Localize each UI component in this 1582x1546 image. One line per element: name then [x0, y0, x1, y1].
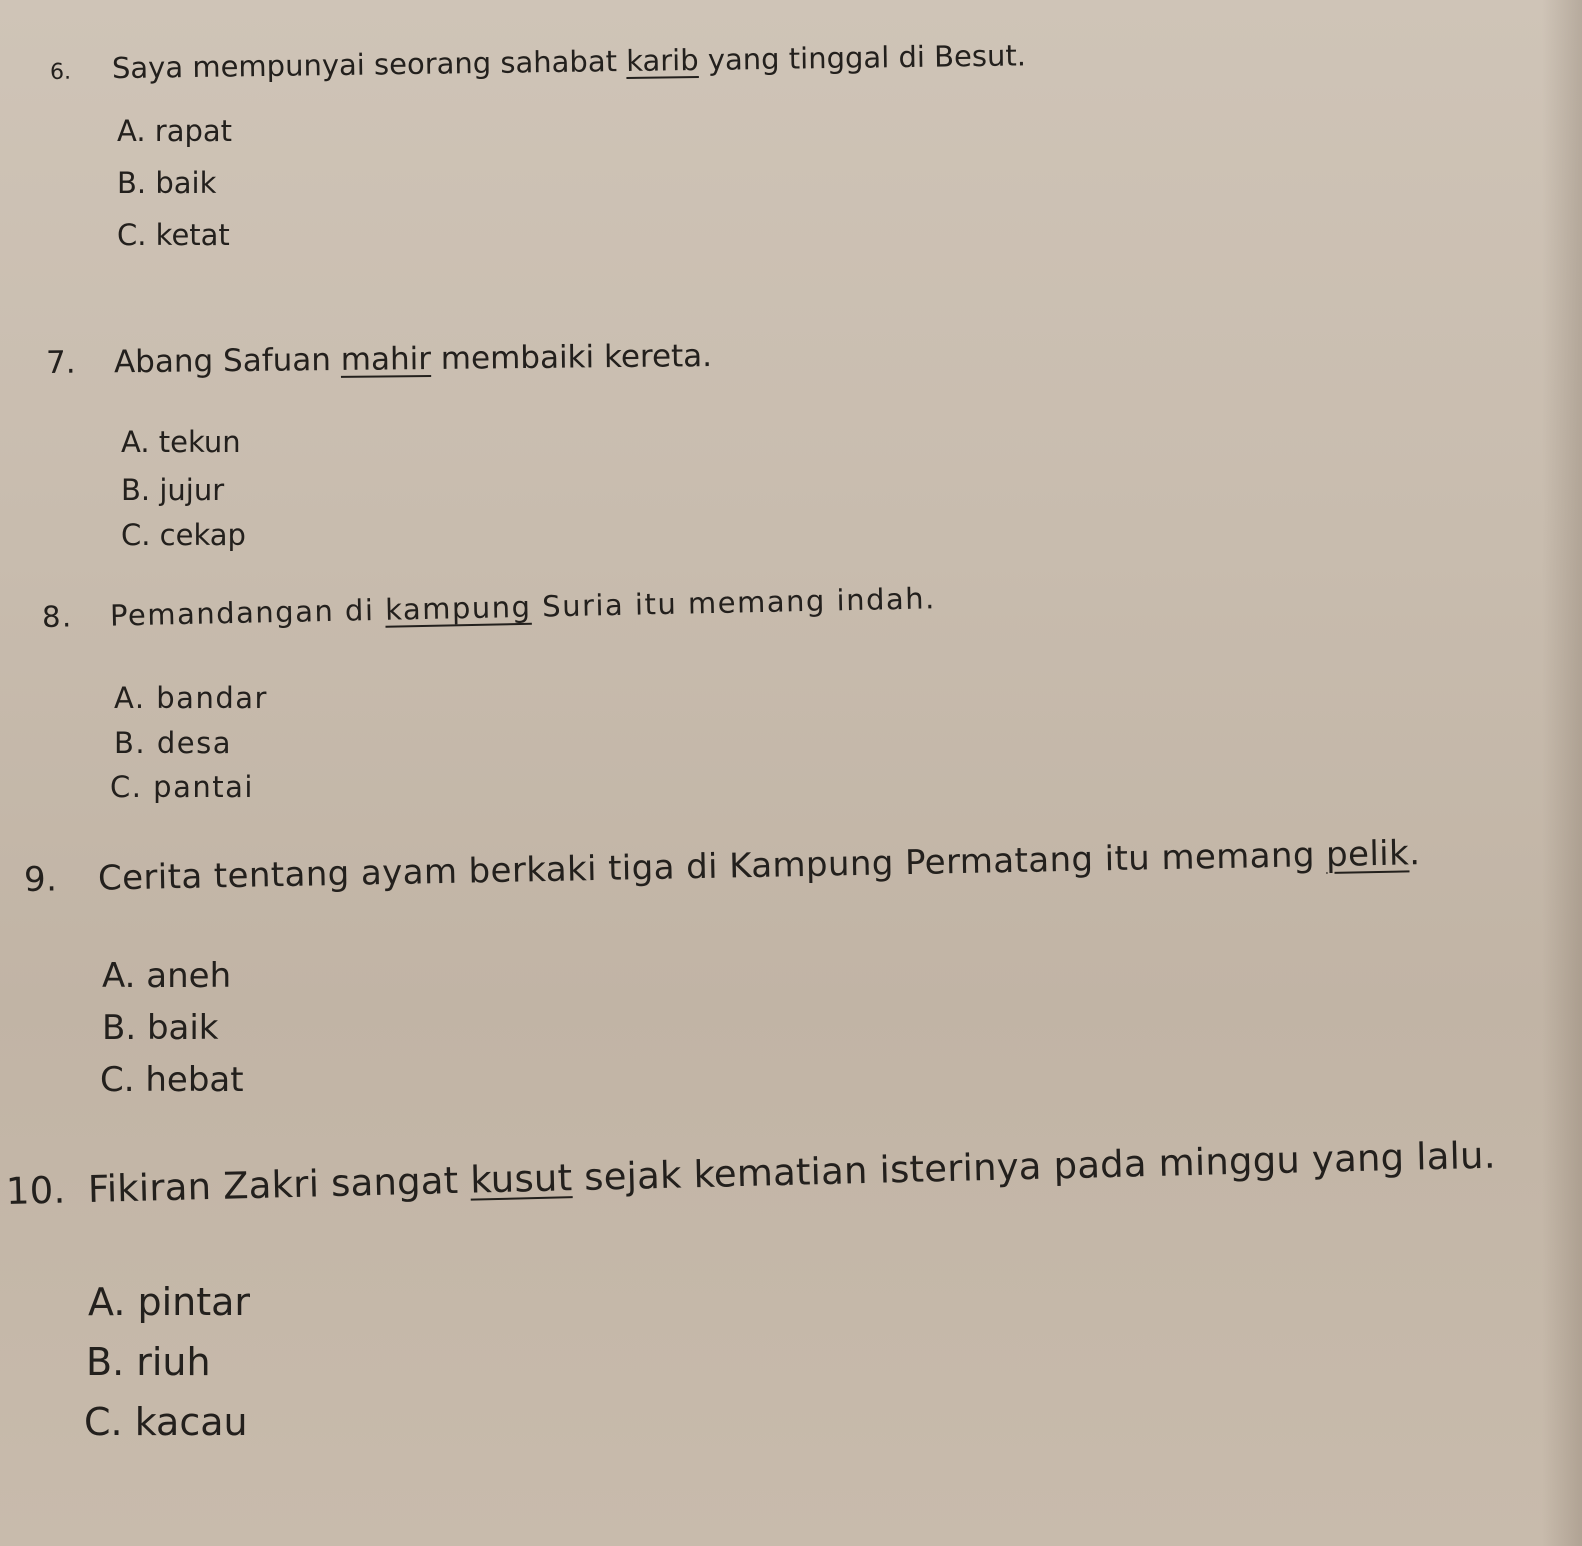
option-c: C. cekap: [121, 518, 246, 552]
question-6: [50, 38, 1026, 86]
option-b: B. baik: [102, 1008, 219, 1048]
option-b: B. baik: [117, 166, 217, 200]
option-a: A. aneh: [102, 956, 232, 996]
question-text-before: Saya mempunyai seorang sahabat: [111, 43, 627, 86]
underlined-word: kampung: [384, 589, 532, 627]
option-b: B. desa: [114, 726, 232, 760]
option-c: C. hebat: [100, 1060, 244, 1100]
question-number: 7.: [45, 344, 76, 381]
question-text-before: Cerita tentang ayam berkaki tiga di Kampung Permatang itu memang: [97, 835, 1327, 899]
option-b: B. jujur: [121, 473, 225, 507]
question-text-after: Suria itu memang indah.: [531, 581, 937, 624]
question-text-after: sejak kematian isterinya pada minggu yang lalu.: [571, 1133, 1497, 1200]
option-b: B. riuh: [86, 1340, 211, 1384]
question-text-before: Fikiran Zakri sangat: [87, 1158, 471, 1211]
question-number: 8.: [41, 599, 74, 634]
page-shadow: [1542, 0, 1582, 1546]
question-number: 6.: [49, 59, 72, 85]
underlined-word: kusut: [469, 1156, 573, 1202]
option-a: A. bandar: [114, 681, 268, 715]
question-7: [46, 338, 712, 381]
question-10: [5, 1134, 1496, 1213]
option-a: A. pintar: [88, 1280, 251, 1324]
question-number: 10.: [5, 1168, 66, 1213]
question-text-before: Abang Safuan: [113, 341, 341, 381]
question-text-before: Pemandangan di: [109, 592, 386, 633]
option-c: C. ketat: [117, 218, 230, 252]
underlined-word: pelik: [1325, 833, 1410, 875]
question-8: [42, 581, 936, 634]
question-9: [24, 833, 1421, 900]
question-number: 9.: [23, 859, 58, 900]
option-c: C. kacau: [84, 1400, 248, 1444]
option-a: A. tekun: [121, 425, 241, 459]
question-text-after: yang tinggal di Besut.: [698, 38, 1027, 77]
question-text-after: membaiki kereta.: [430, 338, 713, 377]
option-a: A. rapat: [117, 114, 233, 148]
underlined-word: karib: [625, 42, 699, 78]
underlined-word: mahir: [340, 340, 432, 378]
question-text-after: .: [1408, 833, 1421, 874]
option-c: C. pantai: [110, 770, 254, 804]
